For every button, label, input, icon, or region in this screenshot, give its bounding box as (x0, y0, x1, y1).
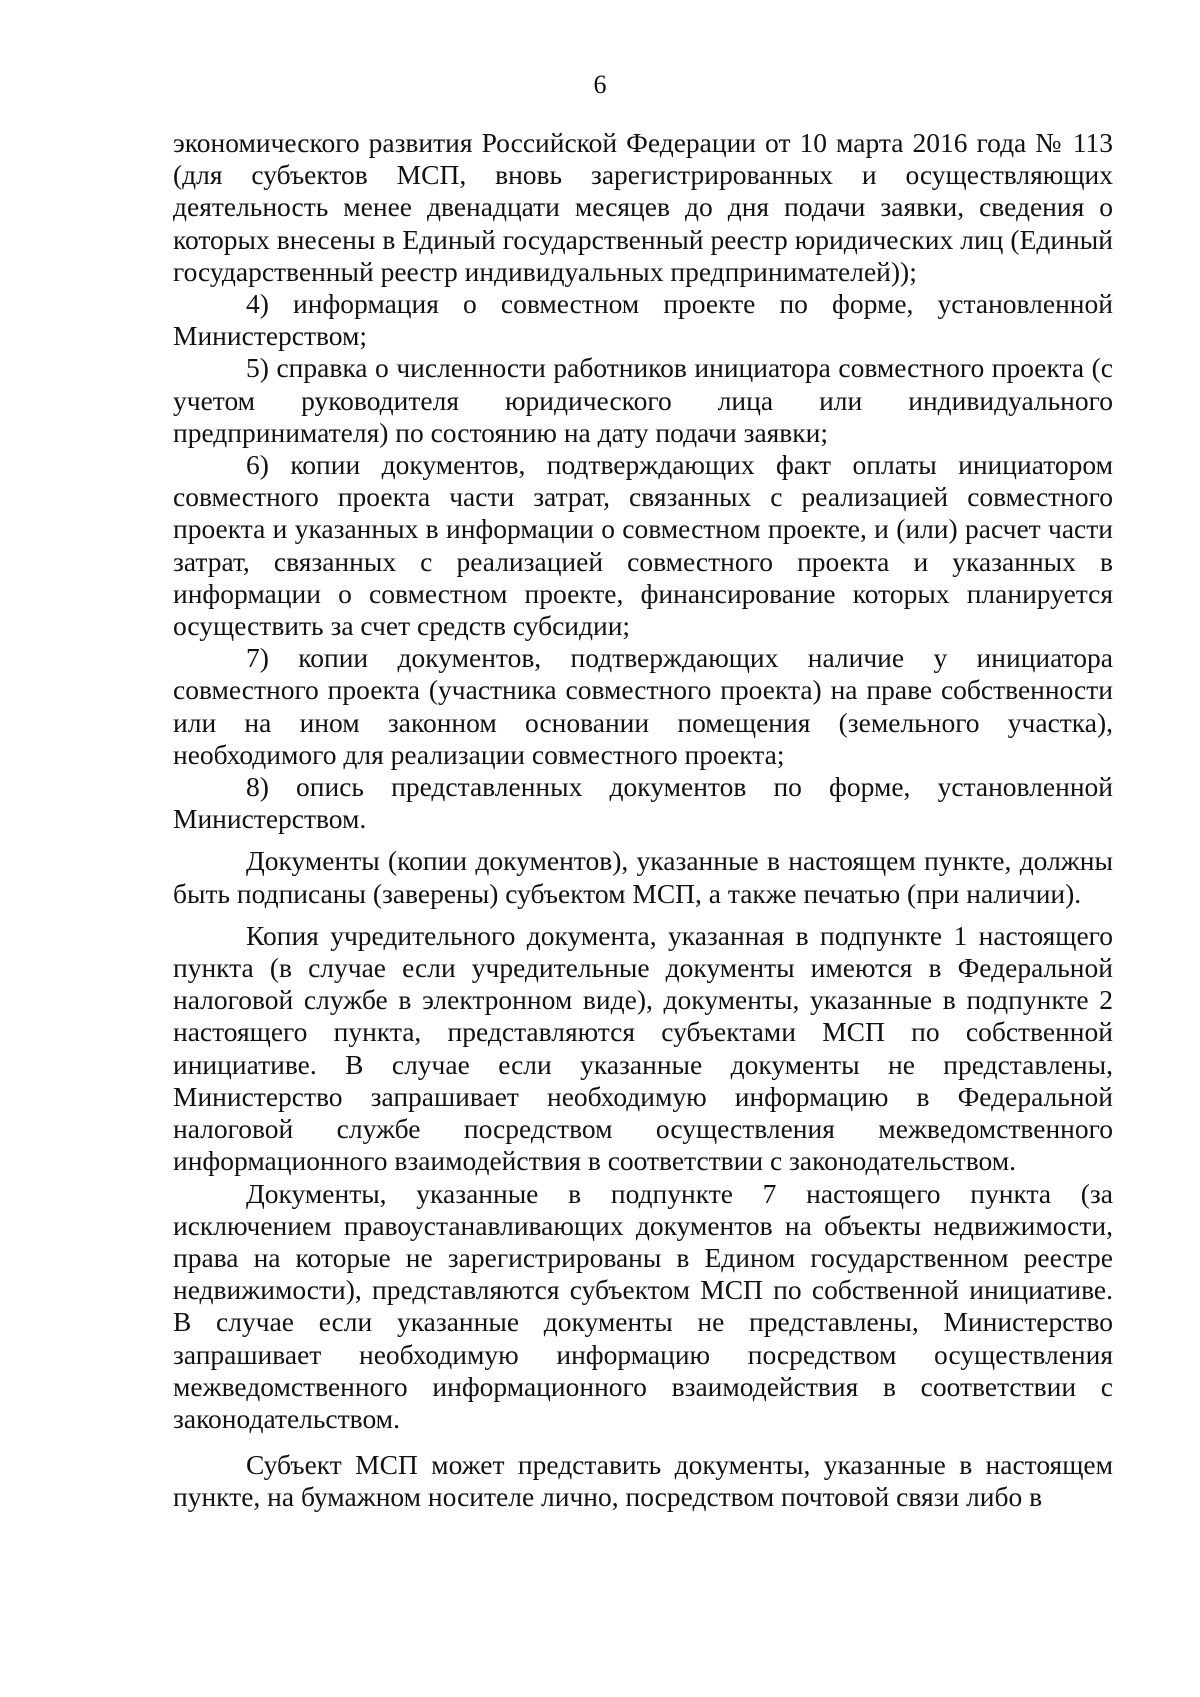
list-item-8: 8) опись представленных документов по форме, установленной Министерством. (173, 771, 1113, 835)
document-body (173, 127, 1113, 1514)
paragraph-submission: Субъект МСП может представить документы, указанные в настоящем пункте, на бумажном носителе лично, посредством почтовой связи либо в (173, 1449, 1113, 1513)
paragraph-continuation: экономического развития Российской Федерации от 10 марта 2016 года № 113 (для субъектов МСП, вновь зарегистрированных и осуществляющих деятельность менее двенадцати месяцев до дня подачи заявки, сведения о которых внесены в Единый государственный реестр юридических лиц (Единый государственный реестр индивидуальных предпринимателей)); (173, 127, 1113, 287)
list-item-5: 5) справка о численности работников инициатора совместного проекта (с учетом руководителя юридического лица или индивидуального предпринимателя) по состоянию на дату подачи заявки; (173, 352, 1113, 448)
paragraph-signing: Документы (копии документов), указанные в настоящем пункте, должны быть подписаны (заверены) субъектом МСП, а также печатью (при наличии). (173, 845, 1113, 909)
list-item-4: 4) информация о совместном проекте по форме, установленной Министерством; (173, 288, 1113, 352)
paragraph-subpoint-7-documents: Документы, указанные в подпункте 7 настоящего пункта (за исключением правоустанавливающих документов на объекты недвижимости, права на которые не зарегистрированы в Едином государственном реестре недвижимости), представляются субъектом МСП по собственной инициативе. В случае если указанные документы не представлены, Министерство запрашивает необходимую информацию посредством осуществления межведомственного информационного взаимодействия в соответствии с законодательством. (173, 1177, 1113, 1434)
page-number: 6 (593, 70, 607, 99)
list-item-6: 6) копии документов, подтверждающих факт оплаты инициатором совместного проекта части затрат, связанных с реализацией совместного проекта и указанных в информации о совместном проекте, и (или) расчет части затрат, связанных с реализацией совместного проекта и указанных в информации о совместном проекте, финансирование которых планируется осуществить за счет средств субсидии; (173, 449, 1113, 642)
list-item-7: 7) копии документов, подтверждающих наличие у инициатора совместного проекта (участника совместного проекта) на праве собственности или на ином законном основании помещения (земельного участка), необходимого для реализации совместного проекта; (173, 642, 1113, 770)
paragraph-founding-document: Копия учредительного документа, указанная в подпункте 1 настоящего пункта (в случае если учредительные документы имеются в Федеральной налоговой службе в электронном виде), документы, указанные в подпункте 2 настоящего пункта, представляются субъектами МСП по собственной инициативе. В случае если указанные документы не представлены, Министерство запрашивает необходимую информацию в Федеральной налоговой службе посредством осуществления межведомственного информационного взаимодействия в соответствии с законодательством. (173, 919, 1113, 1177)
